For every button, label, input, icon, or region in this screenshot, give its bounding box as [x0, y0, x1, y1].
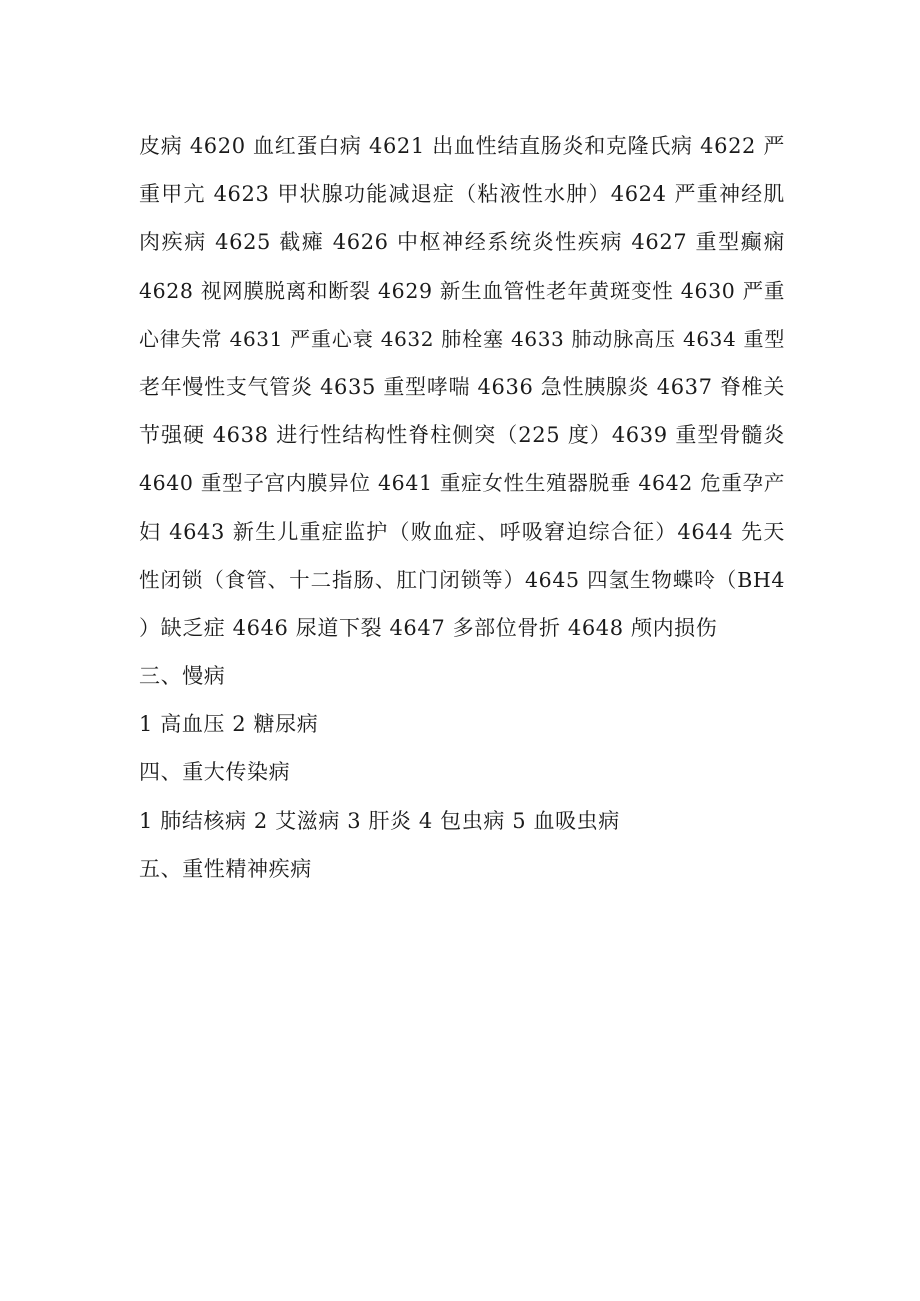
section-items-infectious: 1 肺结核病 2 艾滋病 3 肝炎 4 包虫病 5 血吸虫病 — [139, 808, 620, 833]
paragraph-line: 4640 重型子宫内膜异位 4641 重症女性生殖器脱垂 4642 危重孕产 — [139, 471, 785, 496]
paragraph-line: ）缺乏症 4646 尿道下裂 4647 多部位骨折 4648 颅内损伤 — [139, 615, 718, 640]
paragraph-line: 心律失常 4631 严重心衰 4632 肺栓塞 4633 肺动脉高压 4634 重型 — [139, 326, 785, 351]
section-heading-chronic: 三、慢病 — [139, 664, 226, 689]
section-items-chronic: 1 高血压 2 糖尿病 — [139, 712, 319, 737]
section-heading-infectious: 四、重大传染病 — [139, 760, 291, 785]
paragraph-line: 妇 4643 新生儿重症监护（败血症、呼吸窘迫综合征）4644 先天 — [139, 519, 785, 544]
paragraph-line: 性闭锁（食管、十二指肠、肛门闭锁等）4645 四氢生物蝶呤（BH4 — [139, 567, 785, 592]
paragraph-line: 老年慢性支气管炎 4635 重型哮喘 4636 急性胰腺炎 4637 脊椎关 — [139, 374, 785, 399]
paragraph-line: 节强硬 4638 进行性结构性脊柱侧突（225 度）4639 重型骨髓炎 — [139, 423, 785, 448]
paragraph-line: 重甲亢 4623 甲状腺功能减退症（粘液性水肿）4624 严重神经肌 — [139, 182, 785, 207]
paragraph-line: 皮病 4620 血红蛋白病 4621 出血性结直肠炎和克隆氏病 4622 严 — [139, 134, 785, 158]
section-heading-mental: 五、重性精神疾病 — [139, 856, 312, 881]
document-body — [139, 122, 785, 893]
paragraph-line: 肉疾病 4625 截瘫 4626 中枢神经系统炎性疾病 4627 重型癫痫 — [139, 230, 785, 255]
paragraph-line: 4628 视网膜脱离和断裂 4629 新生血管性老年黄斑变性 4630 严重 — [139, 278, 785, 303]
